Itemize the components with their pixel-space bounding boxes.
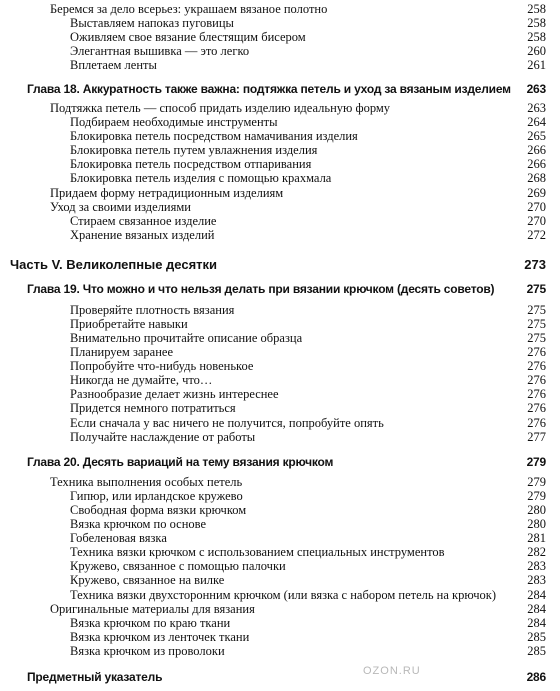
entry-title: Свободная форма вязки крючком (70, 503, 247, 517)
entry-title: Блокировка петель изделия с помощью крахмала (70, 171, 332, 185)
entry-title: Вязка крючком по основе (70, 517, 207, 531)
toc-entry (0, 517, 560, 531)
toc-entry (0, 58, 560, 72)
toc-entry (0, 228, 560, 242)
page-number: 279 (527, 489, 546, 503)
toc-entry (0, 373, 560, 387)
toc-entry (0, 503, 560, 517)
entry-title: Подтяжка петель — способ придать изделию идеальную форму (50, 101, 391, 115)
toc-entry (0, 531, 560, 545)
page-number: 279 (527, 475, 546, 489)
page-number: 263 (527, 101, 546, 115)
toc-entry (0, 317, 560, 331)
toc-entry (0, 331, 560, 345)
page-number: 280 (527, 503, 546, 517)
toc-entry (0, 186, 560, 200)
page-number: 284 (527, 602, 546, 616)
entry-title: Уход за своими изделиями (50, 200, 191, 214)
toc-entry (0, 157, 560, 171)
entry-title: Вплетаем ленты (70, 58, 157, 72)
entry-title: Гипюр, или ирландское кружево (70, 489, 243, 503)
page-number: 275 (526, 282, 546, 296)
page-number: 268 (527, 171, 546, 185)
page-number: 276 (527, 401, 546, 415)
page-number: 265 (527, 129, 546, 143)
entry-title: Попробуйте что-нибудь новенькое (70, 359, 254, 373)
entry-title: Разнообразие делает жизнь интереснее (70, 387, 279, 401)
page-number: 266 (527, 143, 546, 157)
toc-entry (0, 101, 560, 115)
toc-entry (0, 359, 560, 373)
chapter-entry (0, 455, 560, 469)
entry-title: Техника вязки крючком с использованием специальных инструментов (70, 545, 445, 559)
entry-title: Элегантная вышивка — это легко (70, 44, 250, 58)
toc-entry (0, 345, 560, 359)
toc-entry (0, 115, 560, 129)
page-number: 282 (527, 545, 546, 559)
page-number: 258 (527, 2, 546, 16)
page-number: 283 (527, 573, 546, 587)
entry-title: Приобретайте навыки (70, 317, 188, 331)
page-number: 266 (527, 157, 546, 171)
toc-entry (0, 200, 560, 214)
page-number: 277 (527, 430, 546, 444)
entry-title: Никогда не думайте, что… (70, 373, 213, 387)
page-number: 264 (527, 115, 546, 129)
entry-title: Оригинальные материалы для вязания (50, 602, 255, 616)
toc-entry (0, 143, 560, 157)
toc-entry (0, 559, 560, 573)
page-number: 285 (527, 630, 546, 644)
toc-entry (0, 644, 560, 658)
toc-entry (0, 630, 560, 644)
page-number: 275 (527, 317, 546, 331)
entry-title: Придаем форму нетрадиционным изделиям (50, 186, 284, 200)
toc-entry (0, 30, 560, 44)
chapter-entry (0, 282, 560, 296)
entry-title: Предметный указатель (27, 670, 163, 684)
page-number: 276 (527, 387, 546, 401)
page-number: 260 (527, 44, 546, 58)
toc-entry (0, 545, 560, 559)
page-number: 283 (527, 559, 546, 573)
page-number: 270 (527, 200, 546, 214)
toc-entry (0, 430, 560, 444)
page-number: 276 (527, 416, 546, 430)
page-number: 279 (526, 455, 546, 469)
page-number: 269 (527, 186, 546, 200)
entry-title: Вязка крючком из ленточек ткани (70, 630, 250, 644)
toc-entry (0, 573, 560, 587)
entry-title: Придется немного потратиться (70, 401, 236, 415)
watermark-text: OZON.RU (363, 665, 421, 677)
entry-title: Если сначала у вас ничего не получится, попробуйте опять (70, 416, 384, 430)
entry-title: Гобеленовая вязка (70, 531, 167, 545)
part-entry (0, 258, 560, 272)
entry-title: Выставляем напоказ пуговицы (70, 16, 234, 30)
page-number: 281 (527, 531, 546, 545)
toc-entry (0, 129, 560, 143)
toc-entry (0, 489, 560, 503)
page-number: 276 (527, 345, 546, 359)
page-number: 284 (527, 588, 546, 602)
toc-entry (0, 602, 560, 616)
toc-entry (0, 214, 560, 228)
entry-title: Кружево, связанное на вилке (70, 573, 225, 587)
toc-entry (0, 475, 560, 489)
page-number: 258 (527, 16, 546, 30)
toc-entry (0, 44, 560, 58)
page-number: 284 (527, 616, 546, 630)
toc-entry (0, 588, 560, 602)
toc-entry (0, 16, 560, 30)
entry-title: Глава 19. Что можно и что нельзя делать при вязании крючком (десять советов) (27, 282, 495, 296)
page-number: 285 (527, 644, 546, 658)
entry-title: Оживляем свое вязание блестящим бисером (70, 30, 306, 44)
entry-title: Глава 18. Аккуратность также важна: подтяжка петель и уход за вязаным изделием (27, 82, 511, 96)
entry-title: Планируем заранее (70, 345, 174, 359)
toc-entry (0, 387, 560, 401)
toc-entry (0, 171, 560, 185)
page-number: 258 (527, 30, 546, 44)
toc-entry (0, 2, 560, 16)
page-number: 270 (527, 214, 546, 228)
entry-title: Внимательно прочитайте описание образца (70, 331, 303, 345)
toc-entry (0, 303, 560, 317)
page-number: 275 (527, 303, 546, 317)
entry-title: Кружево, связанное с помощью палочки (70, 559, 286, 573)
page-number: 261 (527, 58, 546, 72)
entry-title: Блокировка петель посредством намачивания изделия (70, 129, 358, 143)
page-number: 263 (526, 82, 546, 96)
page-number: 276 (527, 373, 546, 387)
page-number: 275 (527, 331, 546, 345)
entry-title: Вязка крючком по краю ткани (70, 616, 231, 630)
entry-title: Хранение вязаных изделий (70, 228, 215, 242)
page-number: 276 (527, 359, 546, 373)
page-number: 280 (527, 517, 546, 531)
entry-title: Часть V. Великолепные десятки (10, 257, 218, 272)
entry-title: Стираем связанное изделие (70, 214, 217, 228)
entry-title: Блокировка петель посредством отпаривания (70, 157, 312, 171)
entry-title: Получайте наслаждение от работы (70, 430, 256, 444)
chapter-entry (0, 82, 560, 96)
chapter-entry (0, 670, 560, 684)
entry-title: Блокировка петель путем увлажнения изделия (70, 143, 318, 157)
entry-title: Вязка крючком из проволоки (70, 644, 225, 658)
entry-title: Подбираем необходимые инструменты (70, 115, 278, 129)
entry-title: Глава 20. Десять вариаций на тему вязания крючком (27, 455, 334, 469)
entry-title: Техника вязки двухсторонним крючком (или вязка с набором петель на крючок) (70, 588, 497, 602)
toc-entry (0, 416, 560, 430)
entry-title: Проверяйте плотность вязания (70, 303, 235, 317)
entry-title: Беремся за дело всерьез: украшаем вязаное полотно (50, 2, 328, 16)
page-number: 273 (524, 257, 546, 272)
page-number: 286 (526, 670, 546, 684)
entry-title: Техника выполнения особых петель (50, 475, 243, 489)
page-number: 272 (527, 228, 546, 242)
toc-entry (0, 401, 560, 415)
toc-entry (0, 616, 560, 630)
